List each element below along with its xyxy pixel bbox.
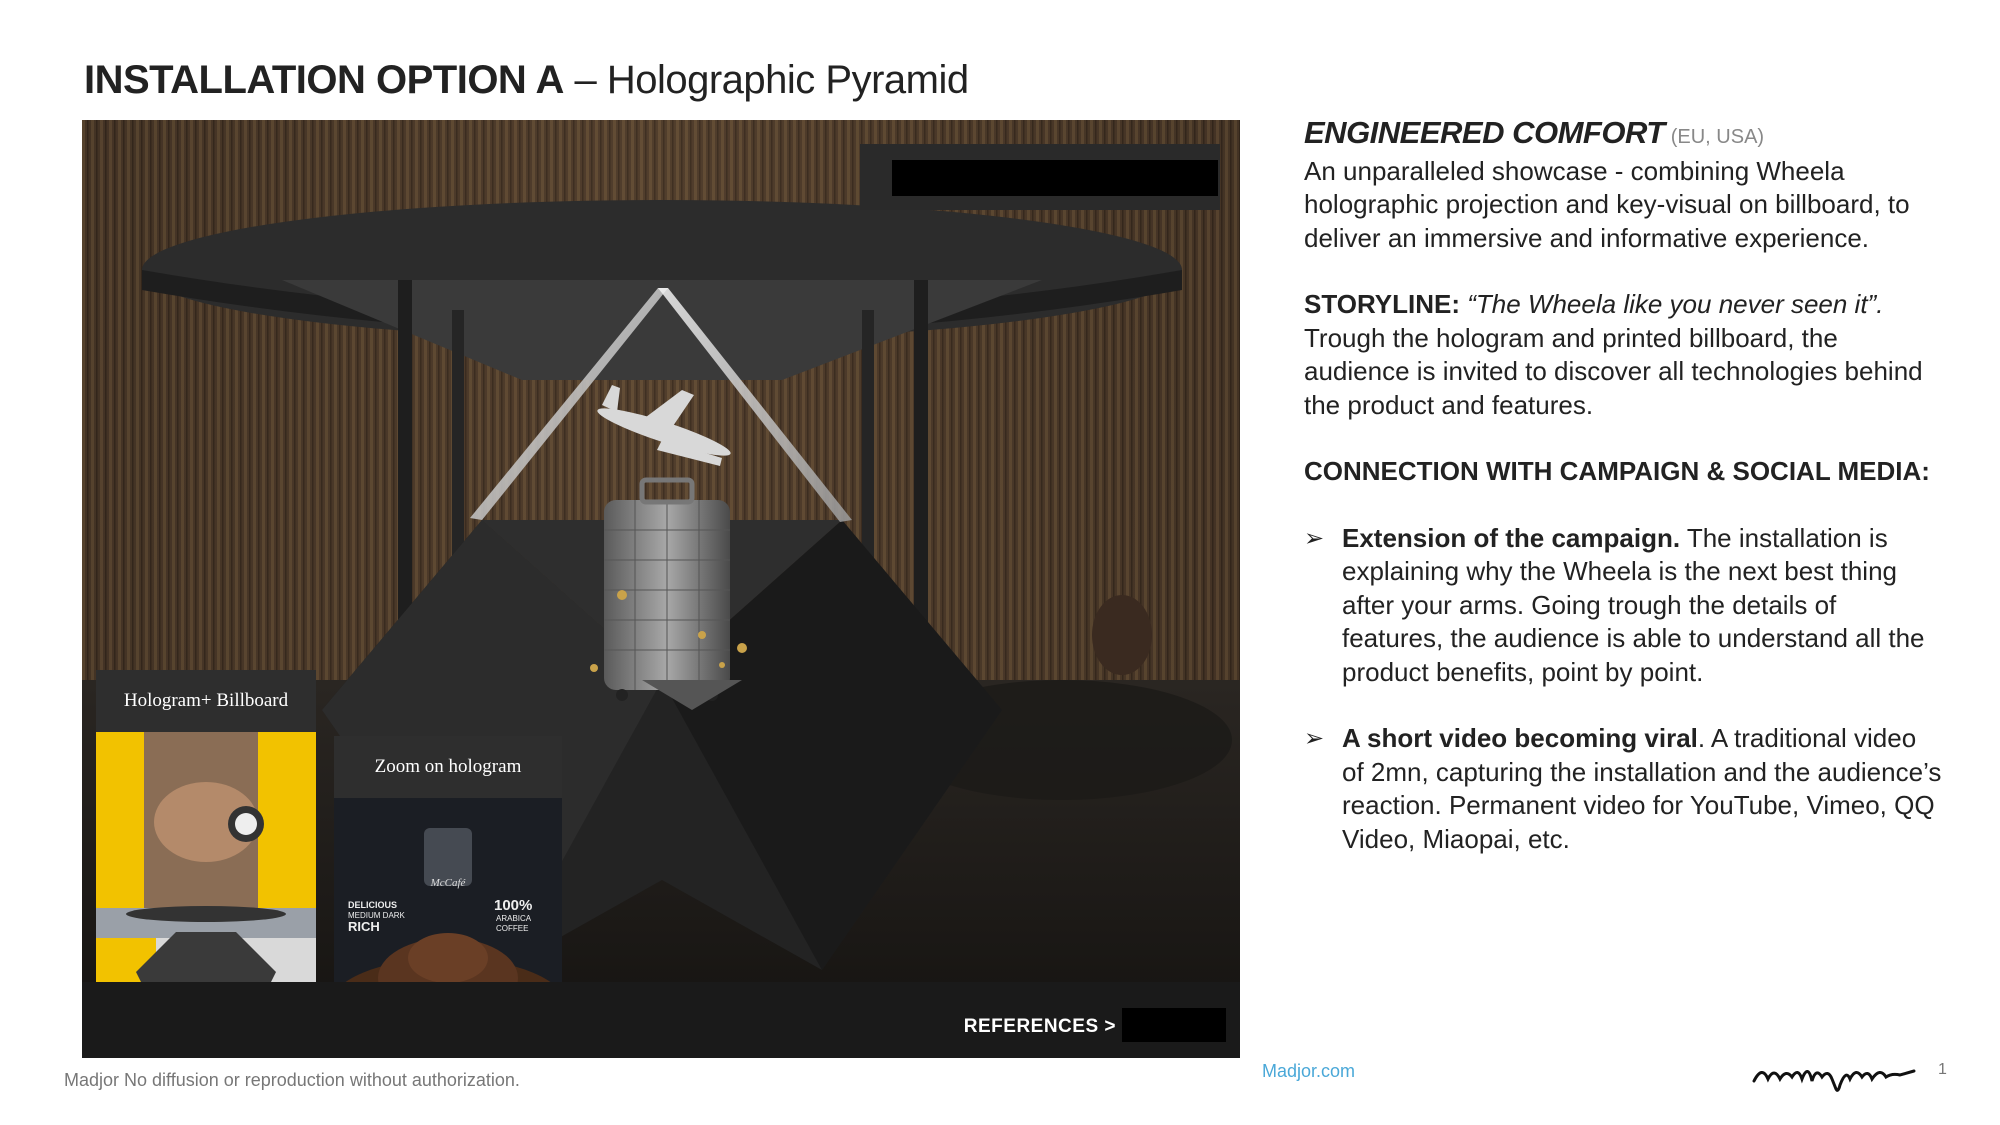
svg-text:MEDIUM DARK: MEDIUM DARK [348,911,405,920]
svg-text:McCafé: McCafé [430,877,466,889]
section-heading [1304,116,1944,155]
bullet-bold: A short video becoming viral [1342,723,1698,753]
site-link[interactable]: Madjor.com [1262,1061,1356,1081]
copyright-notice: Madjor No diffusion or reproduction without authorization. [64,1070,520,1090]
intro-text: An unparalleled showcase - combining Wheela holographic projection and key-visual on billboard, to deliver an immersive and informative experience. [1304,155,1910,253]
page-number: 1 [1938,1061,1947,1078]
engineered-comfort-heading: ENGINEERED COMFORT [1304,115,1665,150]
connection-heading: CONNECTION WITH CAMPAIGN & SOCIAL MEDIA: [1304,456,1930,486]
storyline-quote: “The Wheela like you never seen it”. [1467,289,1884,319]
slide-title-rest: – Holographic Pyramid [563,58,969,102]
storyline-paragraph [1304,288,1944,422]
coffee-left-text: DELICIOUS [348,900,398,910]
redaction-bar [1122,1008,1226,1042]
svg-text:RICH: RICH [348,919,380,934]
signature-logo [1750,1055,1920,1095]
region-note: (EU, USA) [1670,126,1765,148]
storyline-label: STORYLINE: [1304,289,1461,319]
bullet-text: . A traditional video of 2mn, capturing the installation and the audience’s reaction. Permanent video for YouTube, Vimeo, QQ Video, Miaopai, etc. [1342,723,1942,854]
bullet-text: The installation is explaining why the Wheela is the next best thing after your arms. Going trough the details of features, the audience is able to understand all the product benefits, point by point. [1342,522,1925,687]
bullet-item [1304,722,1944,856]
references-bar [82,982,1240,1058]
svg-text:COFFEE: COFFEE [496,924,529,933]
bullet-item [1304,522,1944,690]
slide-title [84,58,969,103]
installation-render [82,120,1240,1058]
arrow-bullet-icon: ➢ [1304,725,1325,752]
bullet-bold: Extension of the campaign. [1342,522,1681,553]
svg-text:ARABICA: ARABICA [496,914,532,923]
redacted-logo-box [860,144,1220,210]
description-panel [1304,116,1944,856]
coffee-right-text: 100% [494,897,533,914]
slide-title-bold: INSTALLATION OPTION A [84,58,564,102]
arrow-bullet-icon: ➢ [1304,524,1325,552]
inset-label: Zoom on hologram [334,736,562,798]
redaction-bar [892,160,1218,196]
references-label[interactable]: REFERENCES > [963,1016,1116,1037]
storyline-text: Trough the hologram and printed billboard, the audience is invited to discover all technologies behind the product and features. [1304,322,1923,420]
inset-label: Hologram+ Billboard [96,670,316,732]
